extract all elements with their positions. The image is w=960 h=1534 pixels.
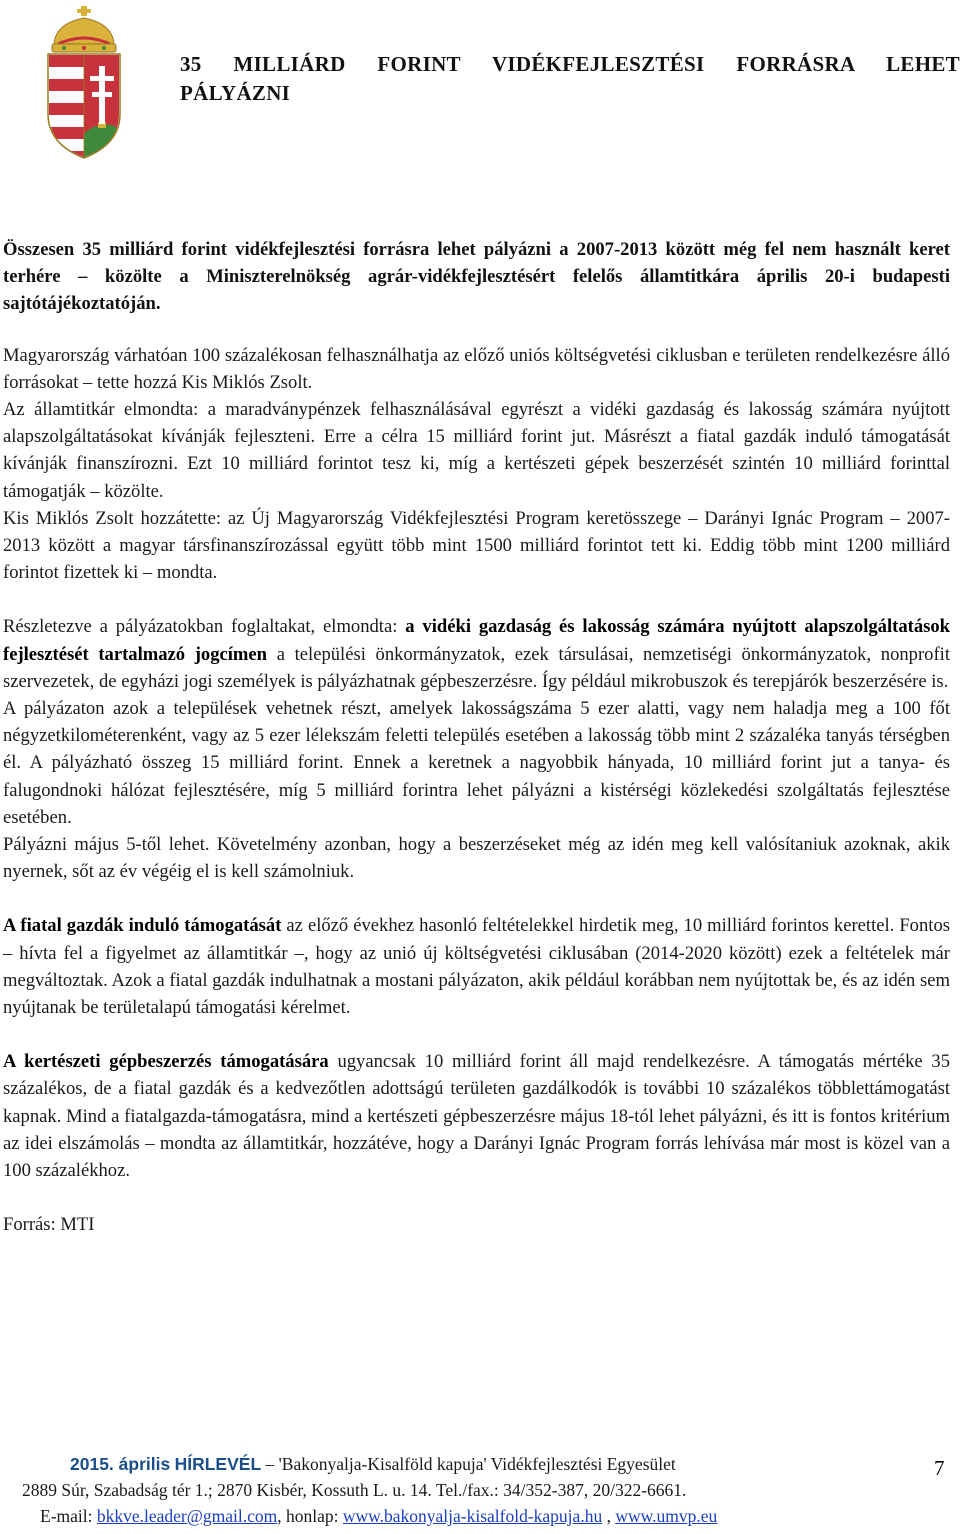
page-title-line1: 35 MILLIÁRD FORINT VIDÉKFEJLESZTÉSI FORRÁSRA LEHET xyxy=(180,52,960,76)
footer-web-label: , honlap: xyxy=(277,1506,343,1526)
footer-date: 2015. április xyxy=(70,1454,171,1474)
footer-email-label: E-mail: xyxy=(40,1506,97,1526)
footer-umvp-link[interactable]: www.umvp.eu xyxy=(615,1506,718,1526)
footer-separator: , xyxy=(602,1506,616,1526)
footer-organization: – 'Bakonyalja-Kisalföld kapuja' Vidékfejlesztési Egyesület xyxy=(261,1454,676,1474)
paragraph-spacer xyxy=(3,1184,950,1211)
paragraph-4-intro: Részletezve a pályázatokban foglaltakat, elmondta: xyxy=(3,616,406,638)
footer-contacts xyxy=(40,1504,717,1529)
paragraph-7-highlight: A fiatal gazdák induló támogatását xyxy=(3,915,282,937)
paragraph-spacer xyxy=(3,586,950,613)
hungarian-coat-of-arms-icon xyxy=(44,4,124,160)
page-title xyxy=(180,50,960,108)
article-paragraph-5: A pályázaton azok a települések vehetnek részt, amelyek lakosságszáma 5 ezer alatti, vagy nem haladja meg a 100 főt négyzetkilométerenként, vagy az 5 ezer lélekszám feletti település esetében a lakosság több mint 2 százaléka tanyás térségben él. A pályázható összeg 15 milliárd forint. Ennek a keretnek a nagyobbik hányada, 10 milliárd forint jut a tanya- és falugondnoki hálózat fejlesztésére, míg 5 milliárd forintra lehet pályázni a kistérségi közlekedési szolgáltatás fejlesztése esetében. xyxy=(3,698,950,828)
page-number: 7 xyxy=(934,1456,945,1480)
paragraph-8-highlight: A kertészeti gépbeszerzés támogatására xyxy=(3,1051,329,1073)
article-paragraph-3: Kis Miklós Zsolt hozzátette: az Új Magyarország Vidékfejlesztési Program keretösszege – Darányi Ignác Program – 2007-2013 között a magyar társfinanszírozással együtt több mint 1500 milliárd forintot tett ki. Eddig több mint 1200 milliárd forintot fizettek ki – mondta. xyxy=(3,507,950,584)
article-paragraph-7 xyxy=(3,912,950,1021)
article-body xyxy=(3,236,950,1239)
footer-email-link[interactable]: bkkve.leader@gmail.com xyxy=(96,1506,278,1526)
paragraph-8-rest: ugyancsak 10 milliárd forint áll majd rendelkezésre. A támogatás mértéke 35 százalékos, de a fiatal gazdák és a kedvezőtlen adottságú területen gazdálkodók is további 10 százalékos többlettámogatást kapnak. Mind a fiatalgazda-támogatásra, mind a kertészeti gépbeszerzésre május 18-tól lehet pályázni, és itt is fontos kritérium az idei elszámolás – mondta az államtitkár, hozzátéve, hogy a Darányi Ignác Program forrás lehívása már most is közel van a 100 százalékhoz. xyxy=(3,1051,950,1182)
article-paragraph-2: Az államtitkár elmondta: a maradványpénzek felhasználásával egyrészt a vidéki gazdaság és lakosság számára nyújtott alapszolgáltatásokat kívánják fejleszteni. Erre a célra 15 milliárd forint jut. Másrészt a fiatal gazdák induló támogatását kívánják finanszírozni. Ezt 10 milliárd forintot tesz ki, míg a kertészeti gépek beszerzését szintén 10 milliárd forinttal támogatják – közölte. xyxy=(3,399,950,502)
paragraph-spacer xyxy=(3,318,950,342)
article-lead: Összesen 35 milliárd forint vidékfejlesztési forrásra lehet pályázni a 2007-2013 között még fel nem használt keret terhére – közölte a Miniszterelnökség agrár-vidékfejlesztésért felelős államtitkára április 20-i budapesti sajtótájékoztatóján. xyxy=(3,239,950,315)
paragraph-7-rest: az előző évekhez hasonló feltételekkel hirdetik meg, 10 milliárd forintos kerettel. Fontos – hívta fel a figyelmet az államtitkár –, hogy az unió új költségvetési ciklusában (2014-2020 között) ezek a feltételek már megváltoztak. Azok a fiatal gazdák indulhatnak a mostani pályázaton, akik például korábban nem nyújtottak be, és az idén sem nyújtanak be területalapú támogatási kérelmet. xyxy=(3,915,950,1019)
article-paragraph-4 xyxy=(3,613,950,695)
page-title-line2: PÁLYÁZNI xyxy=(180,81,291,105)
paragraph-spacer xyxy=(3,885,950,912)
article-paragraph-6: Pályázni május 5-től lehet. Követelmény azonban, hogy a beszerzéseket még az idén meg kell valósítaniuk azoknak, akik nyernek, sőt az év végéig el is kell számolniuk. xyxy=(3,834,950,883)
article-paragraph-8 xyxy=(3,1048,950,1184)
footer-line-1 xyxy=(70,1452,676,1477)
footer-website-link[interactable]: www.bakonyalja-kisalfold-kapuja.hu xyxy=(342,1506,603,1526)
footer-newsletter: HÍRLEVÉL xyxy=(174,1454,262,1474)
article-source: Forrás: MTI xyxy=(3,1214,95,1236)
paragraph-4-rest: a települési önkormányzatok, ezek társulásai, nemzetiségi önkormányzatok, nonprofit szervezetek, de egyházi jogi személyek is pályázhatnak gépbeszerzésre. Így például mikrobuszok és terepjárók beszerzésére is. xyxy=(3,643,950,692)
paragraph-4-highlight: a vidéki gazdaság és lakosság számára nyújtott alapszolgáltatások fejlesztését tartalmazó jogcímen xyxy=(3,616,950,665)
footer-address: 2889 Súr, Szabadság tér 1.; 2870 Kisbér, Kossuth L. u. 14. Tel./fax.: 34/352-387, 20/322-6661. xyxy=(22,1480,687,1500)
paragraph-spacer xyxy=(3,1021,950,1048)
article-paragraph-1: Magyarország várhatóan 100 százalékosan felhasználhatja az előző uniós költségvetési ciklusban e területen rendelkezésre álló forrásokat – tette hozzá Kis Miklós Zsolt. xyxy=(3,344,950,393)
